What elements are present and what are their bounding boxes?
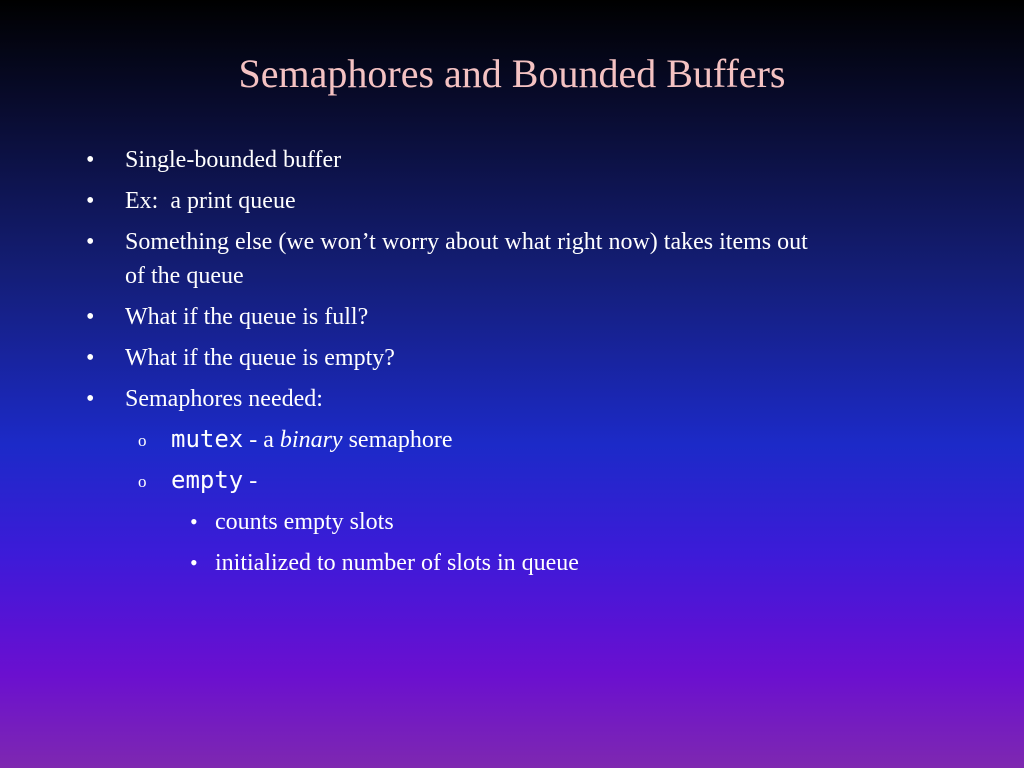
sub-bullet-marker: o [138, 472, 147, 491]
bullet-queue-full: What if the queue is full? [125, 304, 369, 330]
sub-bullet-mutex [171, 422, 453, 457]
empty-separator: - [243, 468, 258, 494]
bullet-marker: • [86, 188, 95, 214]
sub-bullet-marker: o [138, 431, 147, 450]
bullet-marker: • [86, 147, 95, 173]
mutex-separator: - a [243, 427, 280, 453]
third-level-counts-empty-slots: counts empty slots [215, 509, 394, 535]
bullet-something-else-line2: of the queue [125, 263, 244, 289]
third-level-marker: • [190, 509, 198, 534]
bullet-marker: • [86, 345, 95, 371]
third-level-marker: • [190, 550, 198, 575]
bullet-single-bounded-buffer: Single-bounded buffer [125, 147, 342, 173]
bullet-marker: • [86, 229, 95, 255]
sub-bullet-empty [171, 463, 257, 498]
bullet-semaphores-needed: Semaphores needed: [125, 386, 323, 412]
bullet-something-else-line1: Something else (we won’t worry about what right now) takes items out [125, 229, 808, 255]
bullet-print-queue: Ex: a print queue [125, 188, 296, 214]
empty-code: empty [171, 466, 244, 494]
mutex-binary-emphasis: binary [279, 427, 343, 453]
bullet-marker: • [86, 386, 95, 412]
bullet-queue-empty: What if the queue is empty? [125, 345, 395, 371]
bullet-marker: • [86, 304, 95, 330]
mutex-code: mutex [171, 425, 244, 453]
mutex-description: semaphore [342, 427, 453, 453]
third-level-initialized: initialized to number of slots in queue [215, 550, 579, 576]
slide-title: Semaphores and Bounded Buffers [238, 51, 786, 96]
